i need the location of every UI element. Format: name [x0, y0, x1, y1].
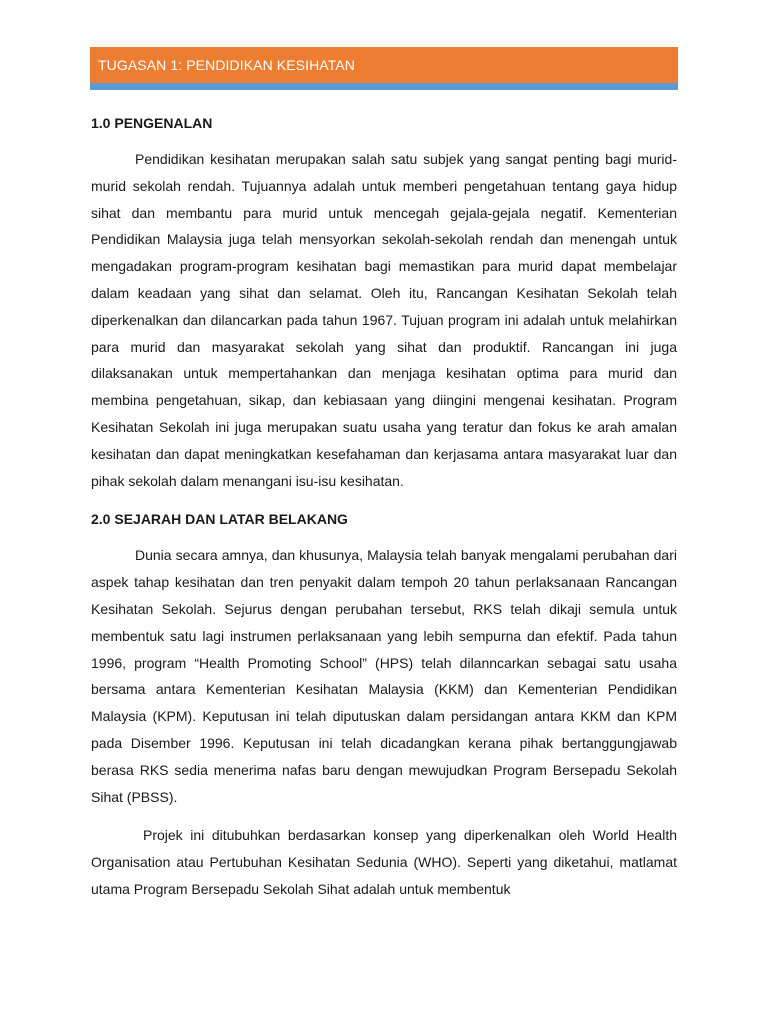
section-heading-pengenalan: 1.0 PENGENALAN [91, 115, 213, 131]
document-body [91, 110, 677, 915]
document-header-bar [90, 47, 678, 83]
paragraph-sejarah-1: Dunia secara amnya, dan khusunya, Malaysia telah banyak mengalami perubahan dari aspek tahap kesihatan dan tren penyakit dalam tempoh 20 tahun perlaksanaan Rancangan Kesihatan Sekolah. Sejurus dengan perubahan tersebut, RKS telah dikaji semula untuk membentuk satu lagi instrumen perlaksanaan yang lebih sempurna dan efektif. Pada tahun 1996, program “Health Promoting School” (HPS) telah dilanncarkan sebagai satu usaha bersama antara Kementerian Kesihatan Malaysia (KKM) dan Kementerian Pendidikan Malaysia (KPM). Keputusan ini telah diputuskan dalam persidangan antara KKM dan KPM pada Disember 1996. Keputusan ini telah dicadangkan kerana pihak bertanggungjawab berasa RKS sedia menerima nafas baru dengan mewujudkan Program Bersepadu Sekolah Sihat (PBSS). [91, 547, 677, 805]
paragraph-pengenalan: Pendidikan kesihatan merupakan salah satu subjek yang sangat penting bagi murid-murid sekolah rendah. Tujuannya adalah untuk memberi pengetahuan tentang gaya hidup sihat dan membantu para murid untuk mencegah gejala-gejala negatif. Kementerian Pendidikan Malaysia juga telah mensyorkan sekolah-sekolah rendah dan menengah untuk mengadakan program-program kesihatan bagi memastikan para murid dapat membelajar dalam keadaan yang sihat dan selamat. Oleh itu, Rancangan Kesihatan Sekolah telah diperkenalkan dan dilancarkan pada tahun 1967. Tujuan program ini adalah untuk melahirkan para murid dan masyarakat sekolah yang sihat dan produktif. Rancangan ini juga dilaksanakan untuk mempertahankan dan menjaga kesihatan optima para murid dan membina pengetahuan, sikap, dan kebiasaan yang diingini mengenai kesihatan. Program Kesihatan Sekolah ini juga merupakan suatu usaha yang teratur dan fokus ke arah amalan kesihatan dan dapat meningkatkan kesefahaman dan kerjasama antara masyarakat luar dan pihak sekolah dalam menangani isu-isu kesihatan. [91, 151, 677, 489]
document-header-title: TUGASAN 1: PENDIDIKAN KESIHATAN [98, 57, 355, 73]
section-heading-sejarah: 2.0 SEJARAH DAN LATAR BELAKANG [91, 511, 348, 528]
paragraph-sejarah-2: Projek ini ditubuhkan berdasarkan konsep yang diperkenalkan oleh World Health Organisation atau Pertubuhan Kesihatan Sedunia (WHO). Seperti yang diketahui, matlamat utama Program Bersepadu Sekolah Sihat adalah untuk membentuk [91, 827, 677, 897]
header-underline-divider [90, 83, 678, 90]
